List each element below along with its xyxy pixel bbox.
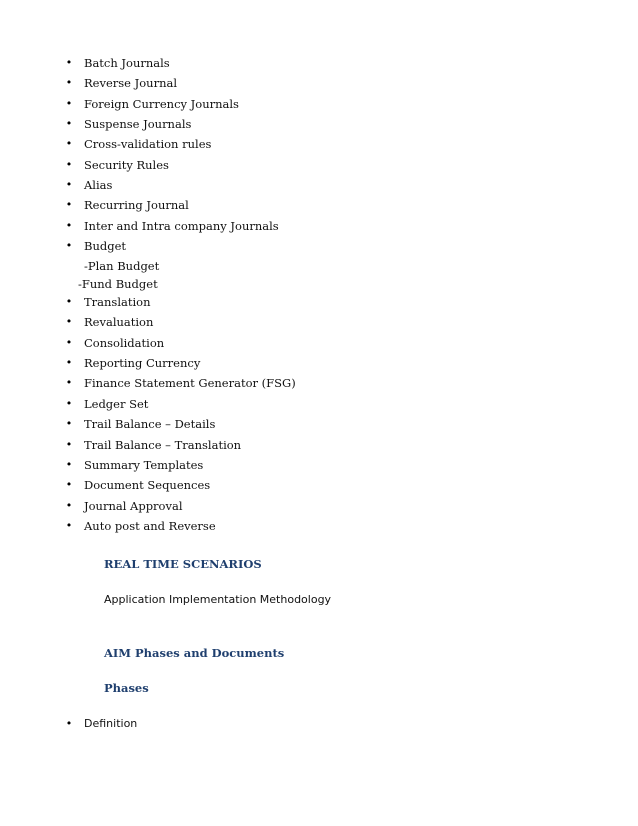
phase-item-label: Definition xyxy=(84,717,138,730)
section-heading-phases: Phases xyxy=(104,681,149,695)
bullet-icon: • xyxy=(65,56,73,69)
list-item-label: Foreign Currency Journals xyxy=(84,97,239,111)
bullet-icon: • xyxy=(65,295,73,308)
section-heading-real-time-scenarios: REAL TIME SCENARIOS xyxy=(104,557,262,571)
bullet-icon: • xyxy=(65,117,73,130)
bullet-icon: • xyxy=(65,198,73,211)
list-item-label: Suspense Journals xyxy=(84,117,192,131)
section-heading-aim-phases: AIM Phases and Documents xyxy=(104,646,285,660)
bullet-icon: • xyxy=(65,397,73,410)
bullet-icon: • xyxy=(65,336,73,349)
sub-item-fund-budget: -Fund Budget xyxy=(78,277,158,291)
bullet-icon: • xyxy=(65,178,73,191)
bullet-icon: • xyxy=(65,219,73,232)
aim-description-text: Application Implementation Methodology xyxy=(104,593,332,606)
list-item-label: Auto post and Reverse xyxy=(84,519,216,533)
list-item-label: Journal Approval xyxy=(84,499,183,513)
list-item-label: Summary Templates xyxy=(84,458,204,472)
bullet-icon: • xyxy=(65,376,73,389)
list-item-label: Inter and Intra company Journals xyxy=(84,219,279,233)
list-item-label: Reporting Currency xyxy=(84,356,201,370)
list-item-label: Ledger Set xyxy=(84,397,149,411)
bullet-icon: • xyxy=(65,315,73,328)
bullet-icon: • xyxy=(65,239,73,252)
bullet-icon: • xyxy=(65,478,73,491)
bullet-icon: • xyxy=(65,158,73,171)
bullet-icon: • xyxy=(65,97,73,110)
bullet-icon: • xyxy=(65,417,73,430)
list-item-label: Finance Statement Generator (FSG) xyxy=(84,376,296,390)
bullet-icon: • xyxy=(65,717,73,730)
list-item-label: Recurring Journal xyxy=(84,198,189,212)
list-item-label: Trail Balance – Details xyxy=(84,417,216,431)
list-item-label: Translation xyxy=(84,295,151,309)
sub-item-plan-budget: -Plan Budget xyxy=(84,259,160,273)
bullet-icon: • xyxy=(65,499,73,512)
list-item-label: Reverse Journal xyxy=(84,76,178,90)
list-item-label: Revaluation xyxy=(84,315,154,329)
list-item-label: Batch Journals xyxy=(84,56,170,70)
list-item-label: Alias xyxy=(84,178,113,192)
list-item-label: Consolidation xyxy=(84,336,165,350)
bullet-icon: • xyxy=(65,458,73,471)
bullet-icon: • xyxy=(65,137,73,150)
list-item-label: Document Sequences xyxy=(84,478,211,492)
bullet-icon: • xyxy=(65,438,73,451)
list-item-label: Budget xyxy=(84,239,127,253)
list-item-label: Cross-validation rules xyxy=(84,137,212,151)
list-item-label: Trail Balance – Translation xyxy=(84,438,242,452)
list-item-label: Security Rules xyxy=(84,158,169,172)
bullet-icon: • xyxy=(65,356,73,369)
bullet-icon: • xyxy=(65,76,73,89)
bullet-icon: • xyxy=(65,519,73,532)
